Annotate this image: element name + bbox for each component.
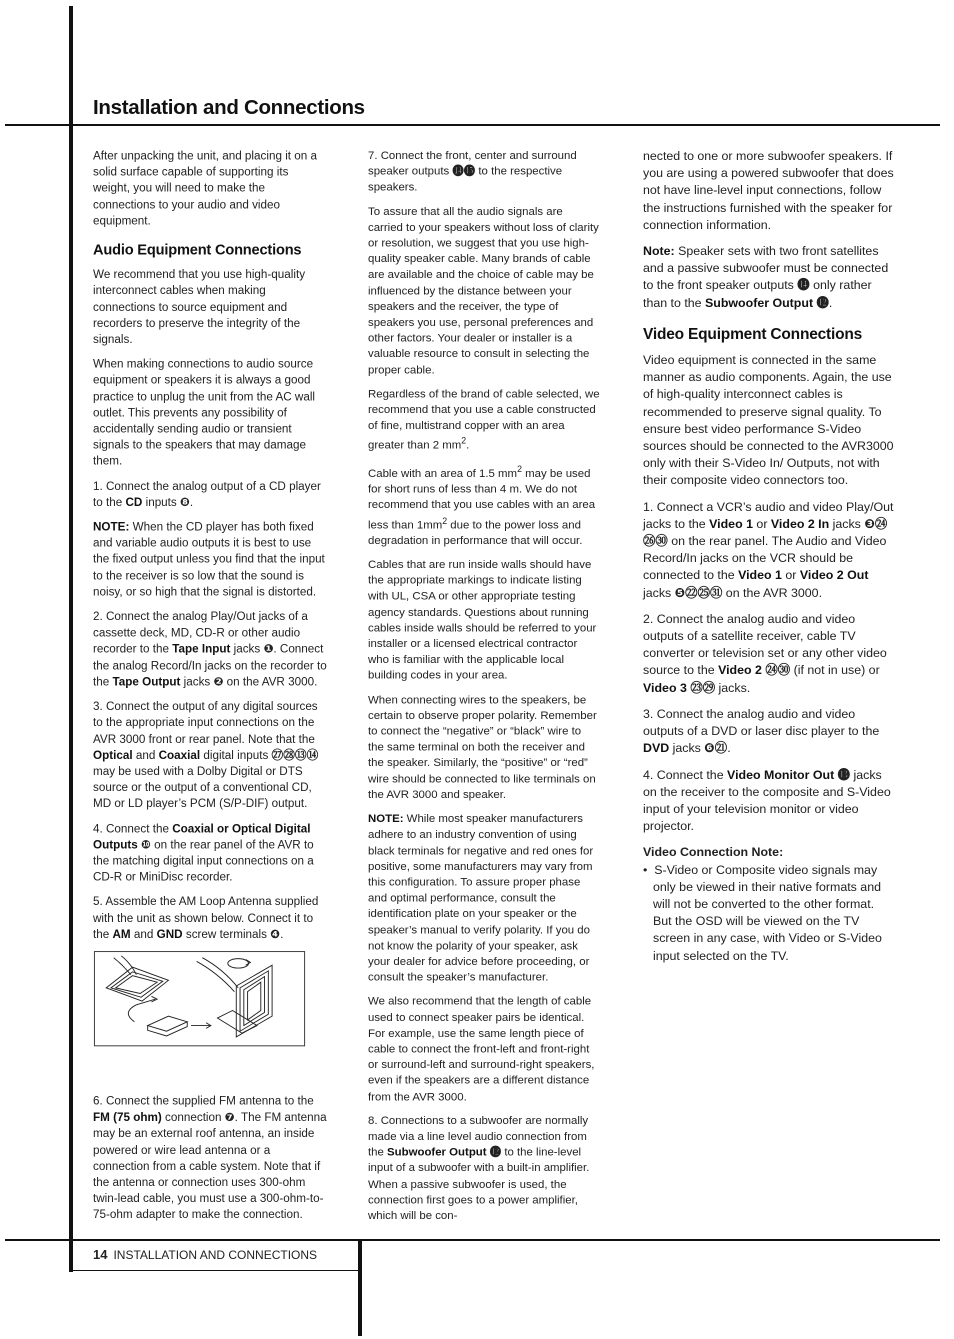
antenna-diagram-svg [95,952,304,1045]
step-4: 4. Connect the Coaxial or Optical Digital Outputs ❿ on the rear panel of the AVR to the matching digital input connections on a CD-R or MiniDisc recorder. [93,821,314,884]
note-paragraph: NOTE: While most speaker manufacturers adhere to an industry convention of using black terminals for negative and red ones for positive, some manufacturers may vary from this configuration. To assure proper phase and optimal performance, consult the identification plate on your speaker or the speaker’s manual to verify polarity. If you do not know the polarity of your speaker, ask your dealer for advice before proceeding, or consult the speaker’s manufacturer. [368,812,594,984]
step-7: 7. Connect the front, center and surround speaker outputs ⓮⓯ to the respective speakers. [368,148,577,194]
antenna-arrow-curve [128,999,155,1022]
antenna-loop-right [236,965,272,1037]
step-8: 8. Connections to a subwoofer are normally made via a line level audio connection from the Subwoofer Output ⓬ to the line-level input of a subwoofer with a built-in amplifier. When a passive subwoofer is used, the connection first goes to a power amplifier, which will be con- [368,1113,590,1222]
footer-rule [5,1239,940,1241]
step-5: 5. Assemble the AM Loop Antenna supplied with the unit as shown below. Connect it to the AM and GND screw terminals ❹. [93,894,319,941]
paragraph: Video equipment is connected in the same manner as audio components. Again, the use of high-quality interconnect cables is recommended to preserve signal quality. To ensure best video performance S-Video sources should be connected to the AVR3000 only with their S-Video In/ Outputs, not with their composite video connectors too. [643,353,894,488]
callout-number: ❿ [141,837,151,851]
video-step-2: 2. Connect the analog audio and video outputs of a satellite receiver, cable TV converter or television set or any other video source to the Video 2 ㉔㉚ (if not in use) or Video 3 ㉓㉙ jacks. [643,611,887,695]
callout-number: ❹ [270,927,281,941]
audio-section-heading: Audio Equipment Connections [93,242,302,259]
footer-label: INSTALLATION AND CONNECTIONS [113,1248,318,1262]
note-paragraph: Note: Speaker sets with two front satellites and a passive subwoofer must be connected to the front speaker outputs ⓮ only rather than to the Subwoofer Output ⓬. [643,244,889,310]
rotate-arrow [228,959,249,968]
step-1: 1. Connect the analog output of a CD player to the CD inputs ❽. [93,479,321,509]
column-3 [643,148,895,965]
step-2: 2. Connect the analog Play/Out jacks of a cassette deck, MD, CD-R or other audio recorder to the Tape Input jacks ❶. Connect the analog Record/In jacks on the recorder to the Tape Output jacks ❷ on the AVR 3000. [93,609,327,689]
video-note-heading: Video Connection Note: [643,845,784,860]
paragraph: Regardless of the brand of cable selected, we recommend that you use a cable constructed of fine, multistrand copper with an area greater than 2 $mm^2$. [368,387,600,452]
callout-number: ❺㉒㉕㉛ [674,585,723,600]
callout-number: ㉔㉚ [765,663,791,678]
video-step-3: 3. Connect the analog audio and video outputs of a DVD or laser disc player to the DVD jacks ❻㉑. [643,706,880,756]
page-footer [93,1247,317,1262]
callout-number: ⓮ [797,278,810,293]
callout-number: ⓬ [816,295,829,310]
video-step-4: 4. Connect the Video Monitor Out ⓭ jacks on the receiver to the composite and S-Video input of your television monitor or video projector. [643,767,891,834]
callout-number: ❷ [213,674,224,689]
paragraph: To assure that all the audio signals are carried to your speakers without loss of clarity or resolution, we suggest that you use high-quality speaker cable. Many brands of cable are available and the choice of cable may be influenced by the distance between your speakers and the receiver, the type of speakers you use, personal preferences and other factors. Your dealer or installer is a valuable resource to consult in selecting the proper cable. [368,204,599,377]
video-note-list [643,862,895,965]
paragraph: We also recommend that the length of cable used to connect speaker pairs be identical. For example, use the same length piece of cable to connect the front-left and front-right or surround-left and surround-right speakers, even if the speakers are a different distance from the AVR 3000. [368,994,595,1103]
page-title: Installation and Connections [93,96,365,119]
list-item: • S-Video or Composite video signals may only be viewed in their native formats and will not be converted to the other format. But the OSD will be viewed on the TV screen in any case, with Video or S-Video input selected on the TV. [643,862,895,965]
callout-number: ❸㉔㉖㉚ [643,516,888,549]
footer-vertical-rule [358,1240,362,1336]
left-vertical-rule [69,6,73,1272]
callout-number: ❼ [224,1110,235,1124]
header-rule [5,124,940,126]
video-step-1: 1. Connect a VCR’s audio and video Play/Out jacks to the Video 1 or Video 2 In jacks ❸㉔㉖㉚ on the rear panel. The Audio and Video Record/In jacks on the VCR should be connected to the Video 1 or Video 2 Out jacks ❺㉒㉕㉛ on the AVR 3000. [643,499,894,600]
callout-number: ❽ [180,495,190,509]
paragraph: When making connections to audio source equipment or speakers it is always a good practice to unplug the unit from the AC wall outlet. This prevents any possibility of accidentally sending audio or transient signals to the speakers that may damage them. [93,357,316,468]
paragraph: nected to one or more subwoofer speakers. If you are using a powered subwoofer that does not have line-level input connections, follow the instructions furnished with the speaker for connection information. [643,149,894,232]
footer-underline [69,1270,360,1271]
callout-number: ❶ [263,642,274,656]
page-number: 14 [93,1247,108,1262]
callout-number: ⓬ [489,1145,502,1159]
paragraph: We recommend that you use high-quality interconnect cables when making connections to source equipment and recorders to preserve the integrity of the signals. [93,267,306,346]
column-1 [93,148,329,1232]
callout-number: ㉓㉙ [690,680,716,695]
callout-number: ❻㉑ [704,741,728,756]
paragraph: Cables that are run inside walls should have the appropriate markings to indicate listing with UL, CSA or other appropriate testing agency standards. Questions about running cables inside walls should be referred to your installer or a licensed electrical contractor who is familiar with the applicable local building codes in your area. [368,557,597,682]
paragraph: When connecting wires to the speakers, be certain to observe proper polarity. Remember to connect the “negative” or “black” wire to the same terminal on both the receiver and the speaker. Similarly, the “positive” or “red” wire should be connected to like terminals on the AVR 3000 and speaker. [368,692,597,801]
video-section-heading: Video Equipment Connections [643,325,863,343]
note-paragraph: NOTE: When the CD player has both fixed and variable audio outputs it is best to use the fixed output unless you find that the input to the receiver is so low that the sound is noisy, or so high that the signal is distorted. [93,520,325,599]
column-2 [368,148,600,1232]
callout-number: ㉗㉘⑬⑭ [271,748,319,762]
callout-number: ⓭ [837,767,851,782]
am-antenna-illustration [94,951,305,1046]
intro-paragraph: After unpacking the unit, and placing it on a solid surface capable of supporting its weight, you will need to make the connections to your audio and video equipment. [93,148,318,228]
step-6: 6. Connect the supplied FM antenna to the FM (75 ohm) connection ❼. The FM antenna may be an external roof antenna, an inside powered or wire lead antenna or a connection from a cable system. Note that if the antenna or connection uses 300-ohm twin-lead cable, you must use a 300-ohm-to-75-ohm adapter to make the connection. [93,1094,327,1222]
step-3: 3. Connect the output of any digital sources to the appropriate input connections on the AVR 3000 front or rear panel. Note that the Optical and Coaxial digital inputs ㉗㉘⑬⑭ may be used with a Dolby Digital or DTS source or the output of a conventional CD, MD or LD player’s PCM (S/P-DIF) output. [93,699,319,811]
antenna-wire [114,958,131,975]
paragraph: Cable with an area of 1.5 $mm^2$ may be used for short runs of less than 4 m. We do not recommend that you use cables with an area less than $1mm^2$ due to the power loss and degradation in performance that will occur. [368,464,596,547]
callout-number: ⓮⓯ [452,164,476,178]
